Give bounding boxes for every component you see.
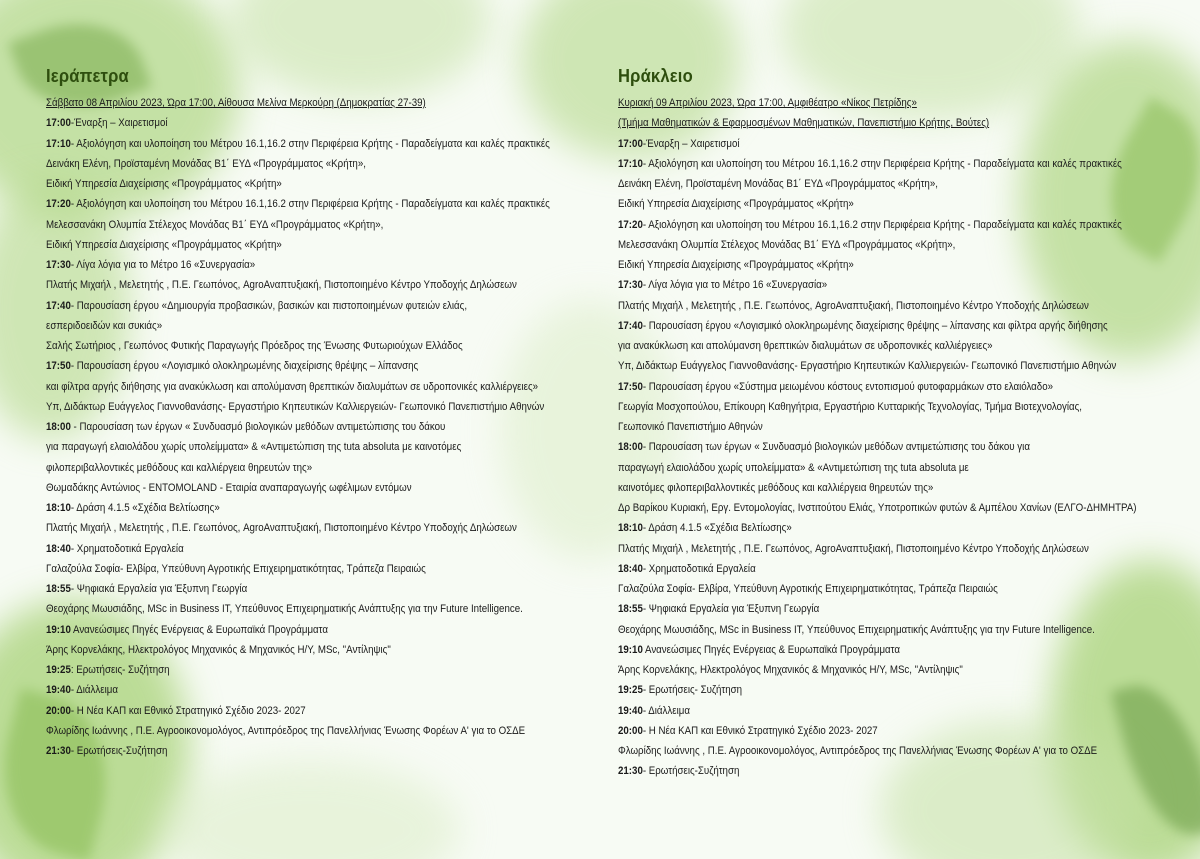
schedule-text: Υπ, Διδάκτωρ Ευάγγελος Γιαννοθανάσης- Εργαστήριο Κηπευτικών Καλλιεργειών- Γεωπονικό Πανεπιστήμιο Αθηνών [46, 400, 545, 413]
schedule-item [46, 296, 515, 316]
schedule-text-line [46, 478, 515, 498]
schedule-text: - Η Νέα ΚΑΠ και Εθνικό Στρατηγικό Σχέδιο 2023- 2027 [70, 704, 306, 717]
schedule-text-line [618, 660, 1095, 680]
schedule-text: Γεωπονικό Πανεπιστήμιο Αθηνών [618, 421, 763, 433]
schedule-item [618, 377, 1095, 397]
schedule-time: 18:55 [618, 603, 643, 616]
schedule-text-line [46, 316, 515, 336]
schedule-text: για παραγωγή ελαιολάδου χωρίς υπολείμματα» & «Αντιμετώπιση της tuta absoluta με καινοτόμες [46, 441, 462, 454]
schedule-text: - Η Νέα ΚΑΠ και Εθνικό Στρατηγικό Σχέδιο 2023- 2027 [642, 724, 878, 737]
schedule-item [46, 194, 550, 214]
schedule-item [46, 356, 515, 376]
schedule-text: - Ερωτήσεις-Συζήτηση [70, 745, 168, 757]
schedule-text: και φίλτρα αργής διήθησης για ανακύκλωση και απολύμανση θρεπτικών διαλυμάτων σε υδροπονικές καλλιέργειες» [46, 380, 539, 393]
schedule-text-line [618, 620, 1095, 640]
schedule-text: Φλωρίδης Ιωάννης , Π.Ε. Αγροοικονομολόγος, Αντιπρόεδρος της Πανελλήνιας Ένωσης Φορέων Α' για το ΟΣΔΕ [618, 745, 1098, 757]
schedule-item [618, 680, 1095, 700]
schedule-item [46, 134, 550, 154]
schedule-item [46, 620, 515, 640]
schedule-text: Πλατής Μιχαήλ , Μελετητής , Π.Ε. Γεωπόνος, AgroΑναπτυξιακή, Πιστοποιημένο Κέντρο Υποδοχής Δηλώσεων [618, 542, 1089, 555]
ierapetra-title: Ιεράπετρα [46, 66, 129, 86]
schedule-item [618, 437, 1095, 457]
schedule-time: 18:10 [46, 502, 71, 514]
schedule-text: Μελεσσανάκη Ολυμπία Στέλεχος Μονάδας Β1΄ ΕΥΔ «Προγράμματος «Κρήτη», [46, 218, 384, 231]
schedule-text-line [46, 437, 515, 457]
schedule-time: 17:20 [618, 218, 643, 231]
schedule-text-line [46, 336, 515, 356]
schedule-item [618, 154, 1122, 174]
schedule-item [618, 559, 1095, 579]
schedule-time: 18:00 [618, 441, 643, 454]
schedule-text-line [46, 154, 515, 174]
schedule-time: 19:40 [618, 704, 643, 717]
schedule-text: Μελεσσανάκη Ολυμπία Στέλεχος Μονάδας Β1΄ ΕΥΔ «Προγράμματος «Κρήτη», [618, 238, 956, 251]
schedule-item [46, 680, 515, 700]
schedule-text: - Αξιολόγηση και υλοποίηση του Μέτρου 16.1,16.2 στην Περιφέρεια Κρήτης - Παραδείγματα και καλές πρακτικές [70, 198, 550, 211]
schedule-text-line [618, 741, 1098, 761]
ierapetra-column [46, 66, 591, 761]
schedule-text: - Λίγα λόγια για το Μέτρο 16 «Συνεργασία» [642, 279, 828, 292]
schedule-text: -Έναρξη – Χαιρετισμοί [70, 117, 168, 130]
schedule-text-line [618, 235, 1095, 255]
schedule-text: - Λίγα λόγια για το Μέτρο 16 «Συνεργασία» [70, 259, 256, 271]
schedule-text-line [618, 113, 1095, 133]
schedule-text-line [618, 255, 1095, 275]
schedule-text: Άρης Κορνελάκης, Ηλεκτρολόγος Μηχανικός & Μηχανικός Η/Υ, MSc, "Αντίληψις" [618, 664, 963, 676]
schedule-text: παραγωγή ελαιολάδου χωρίς υπολείμματα» & «Αντιμετώπιση της tuta absoluta με [618, 461, 969, 474]
schedule-item [618, 761, 1095, 781]
schedule-text-line [618, 194, 1095, 214]
schedule-text-line [46, 458, 515, 478]
schedule-text: - Ψηφιακά Εργαλεία για Έξυπνη Γεωργία [642, 603, 820, 616]
schedule-text-line [46, 174, 515, 194]
schedule-text-line [618, 579, 1095, 599]
schedule-item [618, 134, 1095, 154]
schedule-text: Δεινάκη Ελένη, Προϊσταμένη Μονάδας Β1΄ ΕΥΔ «Προγράμματος «Κρήτη», [618, 178, 938, 190]
schedule-text: εσπεριδοειδών και συκιάς» [46, 319, 163, 332]
schedule-text: Ειδική Υπηρεσία Διαχείρισης «Προγράμματος «Κρήτη» [46, 238, 282, 251]
schedule-time: 18:55 [46, 583, 71, 595]
schedule-time: 17:50 [46, 360, 71, 373]
schedule-text: - Δράση 4.1.5 «Σχέδια Βελτίωσης» [642, 522, 792, 535]
schedule-item [618, 640, 1095, 660]
schedule-text: - Παρουσίαση των έργων « Συνδυασμό βιολογικών μεθόδων αντιμετώπισης του δάκου για [642, 441, 1030, 454]
schedule-text: - Ψηφιακά Εργαλεία για Έξυπνη Γεωργία [70, 583, 248, 595]
schedule-time: 18:00 [46, 421, 71, 433]
schedule-text: -Έναρξη – Χαιρετισμοί [642, 137, 740, 150]
schedule-text: - Ερωτήσεις- Συζήτηση [642, 684, 743, 697]
schedule-item [46, 701, 515, 721]
schedule-text: - Δράση 4.1.5 «Σχέδια Βελτίωσης» [70, 502, 220, 514]
schedule-text: Ειδική Υπηρεσία Διαχείρισης «Προγράμματος «Κρήτη» [618, 198, 854, 211]
schedule-text: Πλατής Μιχαήλ , Μελετητής , Π.Ε. Γεωπόνος, AgroΑναπτυξιακή, Πιστοποιημένο Κέντρο Υποδοχής Δηλώσεων [46, 522, 517, 535]
schedule-time: 20:00 [46, 704, 71, 717]
schedule-text-line [618, 296, 1095, 316]
schedule-text-line [46, 518, 515, 538]
schedule-text-line [618, 417, 1095, 437]
schedule-text: - Διάλλειμα [70, 684, 118, 697]
schedule-item [618, 599, 1095, 619]
schedule-text: Ειδική Υπηρεσία Διαχείρισης «Προγράμματος «Κρήτη» [618, 259, 854, 271]
schedule-text-line [46, 275, 515, 295]
schedule-time: 17:00 [618, 137, 643, 150]
schedule-text-line [618, 93, 1095, 113]
schedule-text: (Τμήμα Μαθηματικών & Εφαρμοσμένων Μαθηματικών, Πανεπιστήμιο Κρήτης, Βούτες) [618, 117, 990, 130]
schedule-time: 17:10 [46, 137, 71, 150]
schedule-text: Γαλαζούλα Σοφία- Ελβίρα, Υπεύθυνη Αγροτικής Επιχειρηματικότητας, Τράπεζα Πειραιώς [46, 562, 426, 575]
schedule-time: 18:40 [618, 562, 643, 575]
schedule-text: Ανανεώσιμες Πηγές Ενέργειας & Ευρωπαϊκά Προγράμματα [70, 623, 328, 636]
schedule-item [618, 316, 1108, 336]
schedule-time: 17:30 [618, 279, 643, 292]
schedule-text-line [46, 235, 515, 255]
schedule-item [46, 539, 515, 559]
schedule-time: 19:40 [46, 684, 71, 697]
schedule-text-line [46, 559, 515, 579]
schedule-text: Δεινάκη Ελένη, Προϊσταμένη Μονάδας Β1΄ ΕΥΔ «Προγράμματος «Κρήτη», [46, 157, 366, 170]
schedule-text: - Παρουσίαση έργου «Λογισμικό ολοκληρωμένης διαχείρισης θρέψης – λίπανσης [70, 360, 419, 373]
schedule-text: Θωμαδάκης Αντώνιος - ENTOMOLAND - Εταιρία αναπαραγωγής ωφέλιμων εντόμων [46, 481, 412, 494]
heraklion-column [618, 66, 1173, 782]
schedule-time: 17:20 [46, 198, 71, 211]
schedule-text: - Διάλλειμα [642, 704, 690, 717]
schedule-text: Θεοχάρης Μωυσιάδης, MSc in Business IT, Υπεύθυνος Επιχειρηματικής Ανάπτυξης για την Future Intelligence. [46, 603, 523, 616]
schedule-time: 17:40 [618, 319, 643, 332]
schedule-time: 18:40 [46, 542, 71, 555]
schedule-text: Ανανεώσιμες Πηγές Ενέργειας & Ευρωπαϊκά Προγράμματα [642, 643, 900, 656]
schedule-time: 17:00 [46, 117, 71, 130]
heraklion-title: Ηράκλειο [618, 66, 693, 86]
schedule-text: - Παρουσίαση έργου «Δημιουργία προβασικών, βασικών και πιστοποιημένων φυτειών ελιάς, [70, 299, 468, 312]
schedule-text: Σάββατο 08 Απριλίου 2023, Ώρα 17:00, Αίθουσα Μελίνα Μερκούρη (Δημοκρατίας 27-39) [46, 97, 426, 109]
schedule-text-line [618, 397, 1095, 417]
schedule-text-line [618, 539, 1095, 559]
schedule-text: για ανακύκλωση και απολύμανση θρεπτικών διαλυμάτων σε υδροπονικές καλλιέργειες» [618, 340, 993, 352]
schedule-time: 19:10 [46, 623, 71, 636]
schedule-text: Φλωρίδης Ιωάννης , Π.Ε. Αγροοικονομολόγος, Αντιπρόεδρος της Πανελλήνιας Ένωσης Φορέων Α' για το ΟΣΔΕ [46, 724, 526, 737]
schedule-item [46, 417, 515, 437]
schedule-time: 17:10 [618, 157, 643, 170]
schedule-item [46, 660, 515, 680]
schedule-text: Δρ Βαρίκου Κυριακή, Εργ. Εντομολογίας, Ινστιτούτου Ελιάς, Υποτροπικών φυτών & Αμπέλου Χανίων (ΕΛΓΟ-ΔΗΜΗΤΡΑ) [618, 502, 1137, 514]
schedule-text: Γεωργία Μοσχοπούλου, Επίκουρη Καθηγήτρια, Εργαστήριο Κυτταρικής Τεχνολογίας, Τμήμα Βιοτεχνολογίας, [618, 400, 1082, 413]
schedule-text: Ειδική Υπηρεσία Διαχείρισης «Προγράμματος «Κρήτη» [46, 178, 282, 190]
schedule-text-line [618, 478, 1095, 498]
schedule-text: Πλατής Μιχαήλ , Μελετητής , Π.Ε. Γεωπόνος, AgroΑναπτυξιακή, Πιστοποιημένο Κέντρο Υποδοχής Δηλώσεων [618, 299, 1089, 312]
schedule-text: - Αξιολόγηση και υλοποίηση του Μέτρου 16.1,16.2 στην Περιφέρεια Κρήτης - Παραδείγματα και καλές πρακτικές [642, 218, 1122, 231]
schedule-text: - Ερωτήσεις-Συζήτηση [642, 765, 740, 778]
schedule-text-line [618, 356, 1117, 376]
schedule-text: Κυριακή 09 Απριλίου 2023, Ώρα 17:00, Αμφιθέατρο «Νίκος Πετρίδης» [618, 97, 917, 109]
schedule-item [46, 255, 515, 275]
schedule-text: Σαλής Σωτήριος , Γεωπόνος Φυτικής Παραγωγής Πρόεδρος της Ένωσης Φυτωριούχων Ελλάδος [46, 340, 463, 352]
schedule-time: 17:30 [46, 259, 71, 271]
schedule-text: Γαλαζούλα Σοφία- Ελβίρα, Υπεύθυνη Αγροτικής Επιχειρηματικότητας, Τράπεζα Πειραιώς [618, 583, 998, 595]
schedule-text-line [46, 215, 515, 235]
schedule-text-line [46, 377, 539, 397]
schedule-text: - Παρουσίαση έργου «Λογισμικό ολοκληρωμένης διαχείρισης θρέψης – λίπανσης και φίλτρα αργής διήθησης [642, 319, 1108, 332]
schedule-text: Άρης Κορνελάκης, Ηλεκτρολόγος Μηχανικός & Μηχανικός Η/Υ, MSc, "Αντίληψις" [46, 643, 391, 656]
schedule-text-line [618, 498, 1137, 518]
schedule-time: 17:50 [618, 380, 643, 393]
schedule-text: - Παρουσίαση των έργων « Συνδυασμό βιολογικών μεθόδων αντιμετώπισης του δάκου [70, 421, 446, 433]
schedule-text: Θεοχάρης Μωυσιάδης, MSc in Business IT, Υπεύθυνος Επιχειρηματικής Ανάπτυξης για την Future Intelligence. [618, 623, 1095, 636]
schedule-time: 18:10 [618, 522, 643, 535]
schedule-text: - Παρουσίαση έργου «Σύστημα μειωμένου κόστους εντοπισμού φυτοφαρμάκων στο ελαιόλαδο» [642, 380, 1054, 393]
schedule-text: - Αξιολόγηση και υλοποίηση του Μέτρου 16.1,16.2 στην Περιφέρεια Κρήτης - Παραδείγματα και καλές πρακτικές [642, 157, 1122, 170]
schedule-text-line [46, 640, 515, 660]
schedule-text: Υπ, Διδάκτωρ Ευάγγελος Γιαννοθανάσης- Εργαστήριο Κηπευτικών Καλλιεργειών- Γεωπονικό Πανεπιστήμιο Αθηνών [618, 360, 1117, 373]
schedule-text-line [46, 93, 515, 113]
schedule-text-line [618, 458, 1095, 478]
ierapetra-schedule [46, 93, 591, 761]
schedule-text: - Χρηματοδοτικά Εργαλεία [642, 562, 756, 575]
schedule-item [618, 215, 1122, 235]
schedule-item [618, 275, 1095, 295]
schedule-item [46, 498, 515, 518]
schedule-time: 19:25 [46, 664, 71, 676]
schedule-text: - Χρηματοδοτικά Εργαλεία [70, 542, 184, 555]
heraklion-schedule [618, 93, 1173, 782]
schedule-text-line [618, 174, 1095, 194]
schedule-text: καινοτόμες φιλοπεριβαλλοντικές μεθόδους και καλλιέργεια θηρευτών της» [618, 481, 934, 494]
schedule-text: : Ερωτήσεις- Συζήτηση [70, 664, 170, 676]
schedule-text-line [46, 599, 523, 619]
schedule-text-line [618, 336, 1095, 356]
schedule-item [46, 579, 515, 599]
schedule-time: 20:00 [618, 724, 643, 737]
schedule-time: 19:25 [618, 684, 643, 697]
schedule-time: 21:30 [618, 765, 643, 778]
schedule-time: 17:40 [46, 299, 71, 312]
schedule-item [46, 113, 515, 133]
schedule-item [46, 741, 515, 761]
schedule-time: 21:30 [46, 745, 71, 757]
schedule-time: 19:10 [618, 643, 643, 656]
schedule-text: Πλατής Μιχαήλ , Μελετητής , Π.Ε. Γεωπόνος, AgroΑναπτυξιακή, Πιστοποιημένο Κέντρο Υποδοχής Δηλώσεων [46, 279, 517, 292]
schedule-text-line [46, 721, 526, 741]
schedule-text-line [46, 397, 545, 417]
schedule-item [618, 518, 1095, 538]
schedule-text: φιλοπεριβαλλοντικές μεθόδους και καλλιέργεια θηρευτών της» [46, 461, 313, 474]
schedule-text: - Αξιολόγηση και υλοποίηση του Μέτρου 16.1,16.2 στην Περιφέρεια Κρήτης - Παραδείγματα και καλές πρακτικές [70, 137, 550, 150]
schedule-item [618, 701, 1095, 721]
schedule-item [618, 721, 1095, 741]
